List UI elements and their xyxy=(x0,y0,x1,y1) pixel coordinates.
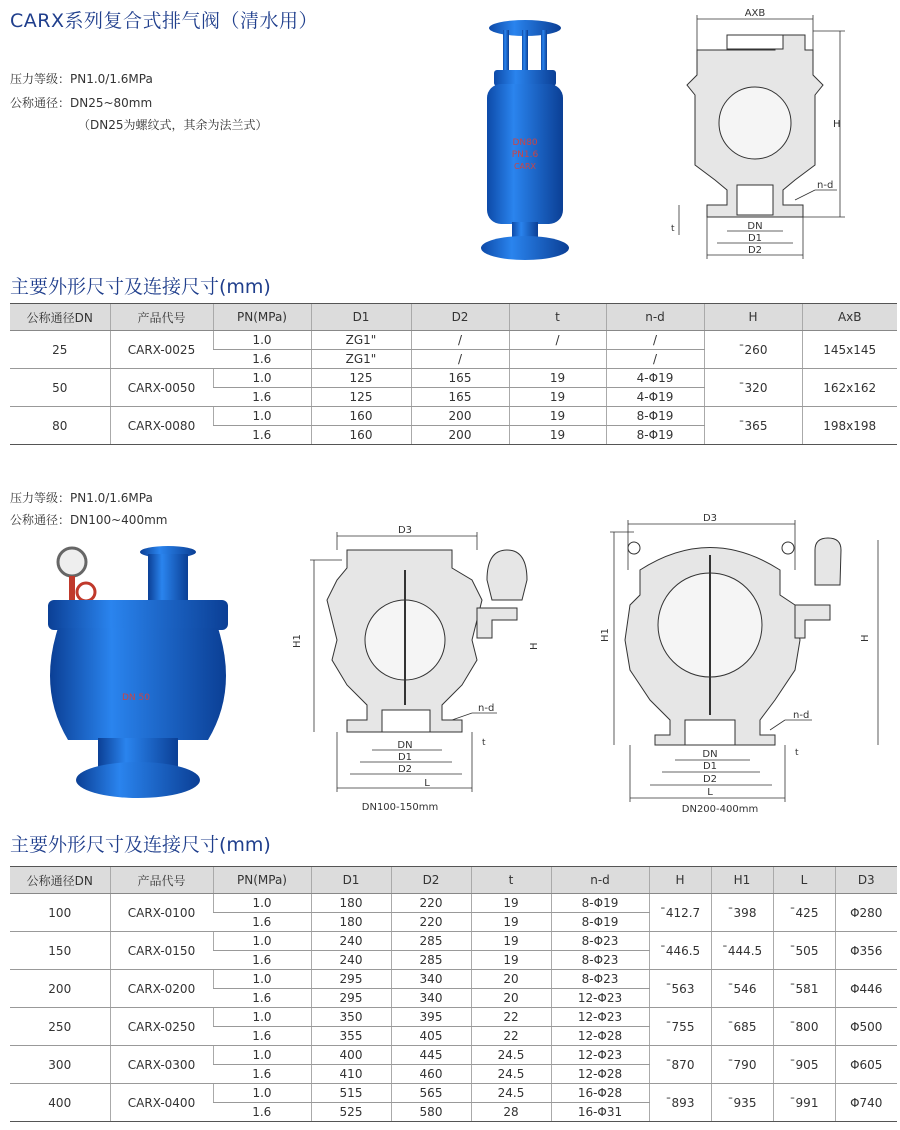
t2-cell: 1.0 xyxy=(213,894,311,913)
t2-h: ˉ446.5 xyxy=(649,932,711,970)
t1-dn: 25 xyxy=(10,331,110,369)
dimension-drawing-dn100-150 xyxy=(292,520,542,815)
table-cell: 19 xyxy=(509,388,606,407)
table-cell: / xyxy=(509,331,606,350)
dimension-table-2 xyxy=(10,866,897,1122)
table-cell: 1.6 xyxy=(213,350,311,369)
t2-header-nd: n-d xyxy=(551,867,649,894)
table-cell: 200 xyxy=(411,426,509,445)
t2-l: ˉ991 xyxy=(773,1084,835,1122)
t1-h: ˉ365 xyxy=(704,407,802,445)
t1-h: ˉ320 xyxy=(704,369,802,407)
t2-dn: 150 xyxy=(10,932,110,970)
table-cell: 165 xyxy=(411,388,509,407)
table-cell: 160 xyxy=(311,407,411,426)
table-cell: 165 xyxy=(411,369,509,388)
t2-header-d2: D2 xyxy=(391,867,471,894)
t1-header-d2: D2 xyxy=(411,304,509,331)
table-cell: 19 xyxy=(509,426,606,445)
table-cell: 200 xyxy=(411,407,509,426)
t1-code: CARX-0050 xyxy=(110,369,213,407)
t2-cell: 445 xyxy=(391,1046,471,1065)
pressure-spec-top: 压力等级：PN1.0/1.6MPa xyxy=(10,72,153,86)
pressure-spec-bottom: 压力等级：PN1.0/1.6MPa xyxy=(10,491,153,505)
table-cell: 8-Φ19 xyxy=(606,407,704,426)
table-cell: 160 xyxy=(311,426,411,445)
diagram2-h1-label: H1 xyxy=(292,634,303,648)
table-cell: 19 xyxy=(509,369,606,388)
t2-cell: 355 xyxy=(311,1027,391,1046)
t1-header-d1: D1 xyxy=(311,304,411,331)
t2-cell: 1.0 xyxy=(213,970,311,989)
t2-cell: 12-Φ28 xyxy=(551,1027,649,1046)
dimension-drawing-small xyxy=(665,5,890,267)
diagram1-nd-label: n-d xyxy=(817,180,834,191)
t1-header-t: t xyxy=(509,304,606,331)
table-cell: 125 xyxy=(311,388,411,407)
diagram3-dn-label: DN xyxy=(702,749,718,760)
t2-cell: 340 xyxy=(391,970,471,989)
t2-cell: 410 xyxy=(311,1065,391,1084)
diagram3-nd-label: n-d xyxy=(793,710,810,721)
table-cell: 125 xyxy=(311,369,411,388)
table-cell: 1.0 xyxy=(213,369,311,388)
t2-cell: 16-Φ28 xyxy=(551,1084,649,1103)
table-cell: 4-Φ19 xyxy=(606,388,704,407)
t2-cell: 1.6 xyxy=(213,951,311,970)
section1-title: 主要外形尺寸及连接尺寸(mm) xyxy=(10,276,271,298)
t2-cell: 350 xyxy=(311,1008,391,1027)
diagram2-d1-label: D1 xyxy=(397,752,413,763)
t2-l: ˉ800 xyxy=(773,1008,835,1046)
diagram2-d3-label: D3 xyxy=(397,525,413,536)
t2-d3: Φ740 xyxy=(835,1084,897,1122)
t2-code: CARX-0100 xyxy=(110,894,213,932)
t2-cell: 1.6 xyxy=(213,989,311,1008)
table-cell: 19 xyxy=(509,407,606,426)
t2-code: CARX-0400 xyxy=(110,1084,213,1122)
diagram2-nd-label: n-d xyxy=(478,703,495,714)
table-row xyxy=(10,970,897,989)
t2-l: ˉ581 xyxy=(773,970,835,1008)
valve1-marking-model: CARX xyxy=(513,162,537,171)
diagram1-d2-label: D2 xyxy=(747,245,763,256)
t2-cell: 1.6 xyxy=(213,1065,311,1084)
diagram2-d2-label: D2 xyxy=(397,764,413,775)
t2-cell: 1.0 xyxy=(213,1084,311,1103)
t2-header-pn: PN(MPa) xyxy=(213,867,311,894)
table-cell: 1.6 xyxy=(213,388,311,407)
t1-dn: 50 xyxy=(10,369,110,407)
t2-d3: Φ446 xyxy=(835,970,897,1008)
table-row xyxy=(10,407,897,426)
t2-cell: 12-Φ23 xyxy=(551,1046,649,1065)
t2-cell: 285 xyxy=(391,932,471,951)
diagram3-d2-label: D2 xyxy=(702,774,718,785)
t2-cell: 19 xyxy=(471,951,551,970)
t2-cell: 1.6 xyxy=(213,913,311,932)
t2-cell: 28 xyxy=(471,1103,551,1122)
diagram3-h-label: H xyxy=(860,634,871,642)
table-cell: 1.0 xyxy=(213,407,311,426)
t1-axb: 145x145 xyxy=(802,331,897,369)
table-cell xyxy=(509,350,606,369)
t2-d3: Φ280 xyxy=(835,894,897,932)
table-cell: / xyxy=(411,350,509,369)
t1-header-code: 产品代号 xyxy=(110,304,213,331)
t2-dn: 200 xyxy=(10,970,110,1008)
t2-cell: 525 xyxy=(311,1103,391,1122)
dimension-drawing-dn200-400 xyxy=(600,510,892,815)
t2-h: ˉ870 xyxy=(649,1046,711,1084)
t1-axb: 198x198 xyxy=(802,407,897,445)
t1-axb: 162x162 xyxy=(802,369,897,407)
diagram1-t-label: t xyxy=(671,224,675,234)
section2-title: 主要外形尺寸及连接尺寸(mm) xyxy=(10,834,271,856)
t2-cell: 220 xyxy=(391,894,471,913)
t2-cell: 8-Φ23 xyxy=(551,951,649,970)
t2-header-code: 产品代号 xyxy=(110,867,213,894)
t2-cell: 400 xyxy=(311,1046,391,1065)
t2-header-h: H xyxy=(649,867,711,894)
t2-cell: 22 xyxy=(471,1027,551,1046)
t2-cell: 24.5 xyxy=(471,1046,551,1065)
valve-photo-small xyxy=(470,10,580,270)
t2-cell: 22 xyxy=(471,1008,551,1027)
t2-cell: 20 xyxy=(471,989,551,1008)
t1-header-dn: 公称通径DN xyxy=(10,304,110,331)
t2-cell: 1.0 xyxy=(213,932,311,951)
t1-h: ˉ260 xyxy=(704,331,802,369)
t2-cell: 8-Φ23 xyxy=(551,970,649,989)
t2-header-d1: D1 xyxy=(311,867,391,894)
table-cell: / xyxy=(606,350,704,369)
t2-h: ˉ563 xyxy=(649,970,711,1008)
t2-cell: 8-Φ23 xyxy=(551,932,649,951)
t2-l: ˉ905 xyxy=(773,1046,835,1084)
table-row xyxy=(10,1046,897,1065)
t2-l: ˉ505 xyxy=(773,932,835,970)
t1-header-pn: PN(MPa) xyxy=(213,304,311,331)
t2-cell: 19 xyxy=(471,894,551,913)
diagram1-dn-label: DN xyxy=(747,221,763,232)
t2-code: CARX-0200 xyxy=(110,970,213,1008)
diagram2-t-label: t xyxy=(482,738,486,748)
t2-l: ˉ425 xyxy=(773,894,835,932)
t2-dn: 400 xyxy=(10,1084,110,1122)
t2-h1: ˉ685 xyxy=(711,1008,773,1046)
diagram2-dn-label: DN xyxy=(397,740,413,751)
table-row xyxy=(10,331,897,350)
t2-header-t: t xyxy=(471,867,551,894)
t1-code: CARX-0025 xyxy=(110,331,213,369)
t2-cell: 8-Φ19 xyxy=(551,894,649,913)
t2-cell: 295 xyxy=(311,989,391,1008)
diameter-spec-top: 公称通径：DN25~80mm xyxy=(10,96,153,110)
t2-cell: 12-Φ28 xyxy=(551,1065,649,1084)
t2-header-l: L xyxy=(773,867,835,894)
t2-cell: 580 xyxy=(391,1103,471,1122)
t2-cell: 1.6 xyxy=(213,1103,311,1122)
table-cell: ZG1" xyxy=(311,331,411,350)
dimension-table-1 xyxy=(10,303,897,445)
t2-cell: 180 xyxy=(311,894,391,913)
t2-header-h1: H1 xyxy=(711,867,773,894)
diagram3-l-label: L xyxy=(707,787,713,798)
t2-cell: 24.5 xyxy=(471,1065,551,1084)
t2-header-dn: 公称通径DN xyxy=(10,867,110,894)
t2-code: CARX-0300 xyxy=(110,1046,213,1084)
t2-h1: ˉ398 xyxy=(711,894,773,932)
diagram1-axb-label: AXB xyxy=(744,8,766,19)
t2-cell: 240 xyxy=(311,951,391,970)
t2-h1: ˉ546 xyxy=(711,970,773,1008)
diagram2-l-label: L xyxy=(424,778,430,789)
diagram3-d3-label: D3 xyxy=(702,513,718,524)
t2-code: CARX-0150 xyxy=(110,932,213,970)
t2-cell: 220 xyxy=(391,913,471,932)
t2-cell: 515 xyxy=(311,1084,391,1103)
diagram3-h1-label: H1 xyxy=(600,628,611,642)
t2-cell: 24.5 xyxy=(471,1084,551,1103)
t2-cell: 19 xyxy=(471,913,551,932)
t2-h1: ˉ935 xyxy=(711,1084,773,1122)
t2-cell: 340 xyxy=(391,989,471,1008)
valve-photo-large xyxy=(38,540,238,805)
table-row xyxy=(10,932,897,951)
valve1-marking-pn: PN1.6 xyxy=(511,150,539,160)
diagram2-h-label: H xyxy=(529,642,540,650)
table-row xyxy=(10,1084,897,1103)
diagram1-d1-label: D1 xyxy=(747,233,763,244)
diagram3-caption: DN200-400mm xyxy=(681,804,759,815)
table-cell: ZG1" xyxy=(311,350,411,369)
t2-dn: 300 xyxy=(10,1046,110,1084)
t2-h: ˉ755 xyxy=(649,1008,711,1046)
diameter-spec-bottom: 公称通径：DN100~400mm xyxy=(10,513,168,527)
table-row xyxy=(10,369,897,388)
t1-dn: 80 xyxy=(10,407,110,445)
t2-cell: 12-Φ23 xyxy=(551,1008,649,1027)
t2-h1: ˉ790 xyxy=(711,1046,773,1084)
t2-header-d3: D3 xyxy=(835,867,897,894)
table-cell: 4-Φ19 xyxy=(606,369,704,388)
t1-header-axb: AxB xyxy=(802,304,897,331)
t2-cell: 1.0 xyxy=(213,1046,311,1065)
thread-note: （DN25为螺纹式，其余为法兰式） xyxy=(78,118,268,132)
t2-cell: 16-Φ31 xyxy=(551,1103,649,1122)
t2-d3: Φ500 xyxy=(835,1008,897,1046)
table-cell: / xyxy=(606,331,704,350)
t2-cell: 180 xyxy=(311,913,391,932)
t2-dn: 250 xyxy=(10,1008,110,1046)
t2-cell: 19 xyxy=(471,932,551,951)
table-cell: / xyxy=(411,331,509,350)
t2-cell: 405 xyxy=(391,1027,471,1046)
diagram2-caption: DN100-150mm xyxy=(361,802,439,813)
t2-cell: 20 xyxy=(471,970,551,989)
table-cell: 8-Φ19 xyxy=(606,426,704,445)
t2-cell: 8-Φ19 xyxy=(551,913,649,932)
t2-d3: Φ605 xyxy=(835,1046,897,1084)
diagram3-d1-label: D1 xyxy=(702,761,718,772)
t2-d3: Φ356 xyxy=(835,932,897,970)
t2-cell: 1.6 xyxy=(213,1027,311,1046)
t2-h: ˉ412.7 xyxy=(649,894,711,932)
t2-cell: 295 xyxy=(311,970,391,989)
table-row xyxy=(10,1008,897,1027)
diagram1-h-label: H xyxy=(833,119,841,130)
t2-cell: 395 xyxy=(391,1008,471,1027)
t2-cell: 1.0 xyxy=(213,1008,311,1027)
page-title: CARX系列复合式排气阀（清水用） xyxy=(10,10,318,32)
t2-cell: 460 xyxy=(391,1065,471,1084)
t2-cell: 12-Φ23 xyxy=(551,989,649,1008)
t2-cell: 240 xyxy=(311,932,391,951)
table-cell: 1.6 xyxy=(213,426,311,445)
t2-cell: 565 xyxy=(391,1084,471,1103)
t2-cell: 285 xyxy=(391,951,471,970)
t2-dn: 100 xyxy=(10,894,110,932)
diagram3-t-label: t xyxy=(795,748,799,758)
t2-code: CARX-0250 xyxy=(110,1008,213,1046)
t1-header-h: H xyxy=(704,304,802,331)
valve2-marking: DN 50 xyxy=(122,693,150,703)
table-cell: 1.0 xyxy=(213,331,311,350)
t2-h1: ˉ444.5 xyxy=(711,932,773,970)
table-row xyxy=(10,894,897,913)
t2-h: ˉ893 xyxy=(649,1084,711,1122)
valve1-marking-dn: DN80 xyxy=(512,138,538,148)
t1-header-nd: n-d xyxy=(606,304,704,331)
t1-code: CARX-0080 xyxy=(110,407,213,445)
